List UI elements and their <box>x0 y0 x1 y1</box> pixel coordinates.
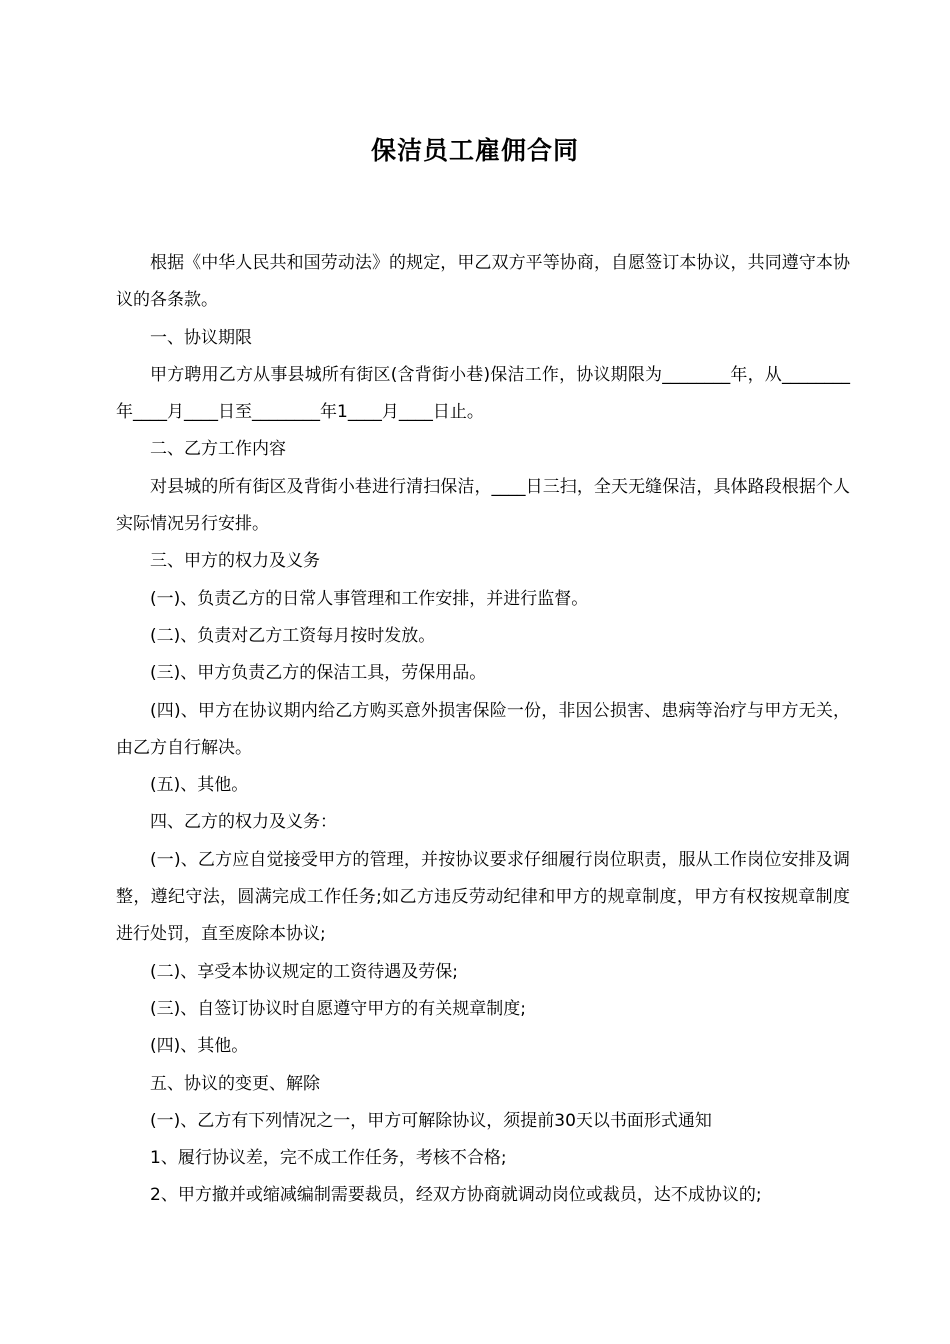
clause-a-3: (三)、甲方负责乙方的保洁工具，劳保用品。 <box>150 663 487 684</box>
section-heading-term: 一、协议期限 <box>150 327 252 348</box>
document-body <box>116 245 850 1215</box>
paragraph-work: 对县城的所有街区及背街小巷进行清扫保洁，____日三扫，全天无缝保洁，具体路段根据个人实际情况另行安排。 <box>116 476 850 535</box>
clause-termination-1-item-2: 2、甲方撤并或缩减编制需要裁员，经双方协商就调动岗位或裁员，达不成协议的; <box>150 1185 762 1206</box>
clause-a-1: (一)、负责乙方的日常人事管理和工作安排，并进行监督。 <box>150 588 589 609</box>
clause-a-5: (五)、其他。 <box>150 775 249 796</box>
document-title: 保洁员工雇佣合同 <box>370 136 579 165</box>
section-heading-termination: 五、协议的变更、解除 <box>150 1073 320 1094</box>
clause-a-4: (四)、甲方在协议期内给乙方购买意外损害保险一份，非因公损害、患病等治疗与甲方无关，由乙方自行解决。 <box>116 700 850 758</box>
clause-b-3: (三)、自签订协议时自愿遵守甲方的有关规章制度; <box>150 998 526 1019</box>
clause-a-2: (二)、负责对乙方工资每月按时发放。 <box>150 625 436 646</box>
clause-b-1: (一)、乙方应自觉接受甲方的管理，并按协议要求仔细履行岗位职责，服从工作岗位安排及调整，遵纪守法，圆满完成工作任务;如乙方违反劳动纪律和甲方的规章制度，甲方有权按规章制度进行处罚，直至废除本协议; <box>116 849 850 945</box>
paragraph-term: 甲方聘用乙方从事县城所有街区(含背街小巷)保洁工作，协议期限为________年，从________年____月____日至________年1____月____日止。 <box>116 364 850 423</box>
section-heading-party-a: 三、甲方的权力及义务 <box>150 551 320 572</box>
section-heading-party-b: 四、乙方的权力及义务： <box>150 812 337 833</box>
clause-termination-1: (一)、乙方有下列情况之一，甲方可解除协议，须提前30天以书面形式通知 <box>150 1110 712 1131</box>
clause-b-2: (二)、享受本协议规定的工资待遇及劳保; <box>150 961 458 982</box>
section-heading-work: 二、乙方工作内容 <box>150 439 286 460</box>
clause-b-4: (四)、其他。 <box>150 1036 249 1057</box>
paragraph-preamble: 根据《中华人民共和国劳动法》的规定，甲乙双方平等协商，自愿签订本协议，共同遵守本协议的各条款。 <box>116 253 850 311</box>
clause-termination-1-item-1: 1、履行协议差，完不成工作任务，考核不合格; <box>150 1148 507 1169</box>
